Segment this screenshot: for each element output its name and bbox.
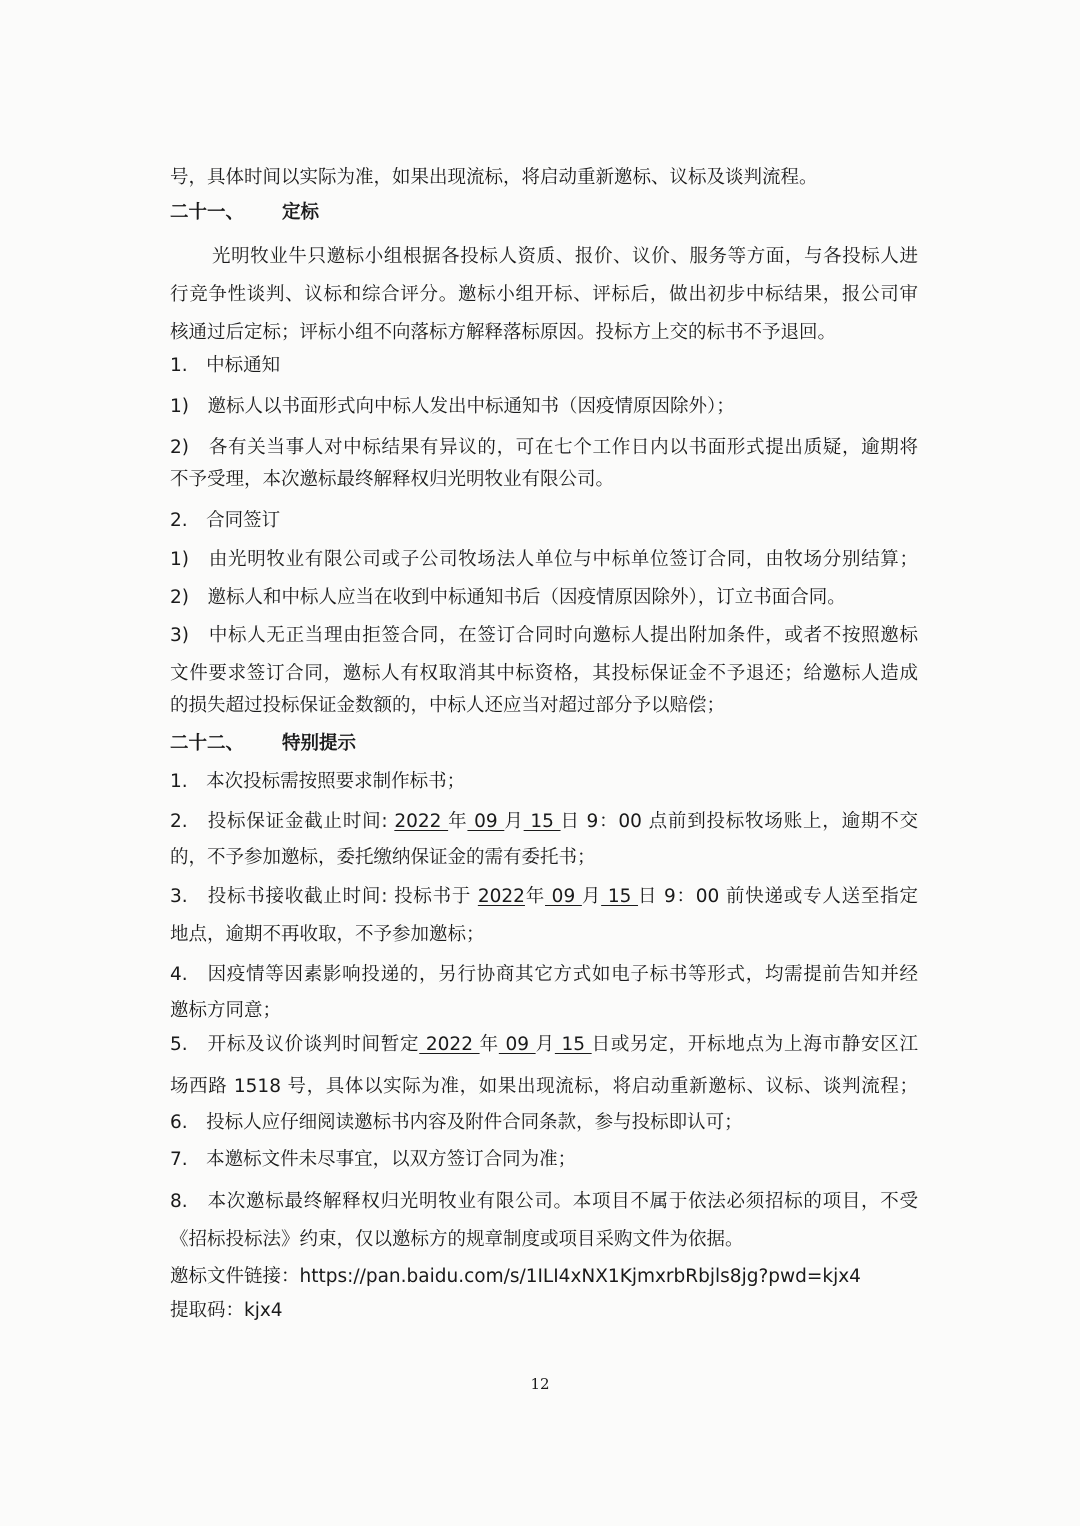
section-number: 二十二、 (170, 733, 245, 754)
subheading: 2. 合同签订 (170, 510, 281, 531)
deposit-deadline-line (170, 810, 918, 834)
section-number: 二十一、 (170, 202, 245, 223)
year: 2022 (477, 886, 525, 907)
text-line: 4. 因疫情等因素影响投递的，另行协商其它方式如电子标书等形式，均需提前告知并经 (170, 964, 918, 985)
day: 15 (601, 886, 639, 907)
month: 09 (467, 811, 505, 832)
text-line: 邀标方同意； (170, 1000, 282, 1021)
text-line: 3) 中标人无正当理由拒签合同，在签订合同时向邀标人提出附加条件，或者不按照邀标 (170, 625, 918, 646)
month: 09 (498, 1034, 536, 1055)
text-line: 地点，逾期不再收取，不予参加邀标； (170, 924, 485, 945)
text-line: 1) 邀标人以书面形式向中标人发出中标通知书（因疫情原因除外）； (170, 396, 735, 417)
text: 日 9：00 前快递或专人送至指定 (638, 886, 918, 907)
text-line: 2) 各有关当事人对中标结果有异议的，可在七个工作日内以书面形式提出质疑，逾期将 (170, 437, 918, 458)
text-line: 的，不予参加邀标，委托缴纳保证金的需有委托书； (170, 847, 596, 868)
submission-deadline-line (170, 885, 918, 909)
year: 2022 (419, 1034, 480, 1055)
section-heading-21 (170, 201, 918, 225)
text-line: 1. 本次投标需按照要求制作标书； (170, 771, 466, 792)
text: 日 9：00 点前到投标牧场账上，逾期不交 (560, 811, 918, 832)
text: 日或另定，开标地点为上海市静安区江 (591, 1034, 918, 1055)
day: 15 (554, 1034, 592, 1055)
text-line: 2) 邀标人和中标人应当在收到中标通知书后（因疫情原因除外），订立书面合同。 (170, 587, 846, 608)
text-line: 核通过后定标；评标小组不向落标方解释落标原因。投标方上交的标书不予退回。 (170, 322, 837, 343)
text: 年 (524, 886, 546, 907)
extraction-code: 提取码：kjx4 (170, 1300, 283, 1321)
section-title: 特别提示 (282, 733, 357, 754)
text-line: 不予受理，本次邀标最终解释权归光明牧业有限公司。 (170, 469, 615, 490)
day: 15 (523, 811, 561, 832)
section-heading-22 (170, 732, 918, 756)
subheading: 1. 中标通知 (170, 355, 281, 376)
text: 月 (535, 1034, 555, 1055)
text-line: 1) 由光明牧业有限公司或子公司牧场法人单位与中标单位签订合同，由牧场分别结算； (170, 549, 918, 570)
page-number: 12 (530, 1375, 550, 1393)
text: 年 (448, 811, 468, 832)
text: 月 (581, 886, 602, 907)
text: 5. 开标及议价谈判时间暂定 (170, 1034, 420, 1055)
text-line: 的损失超过投标保证金数额的，中标人还应当对超过部分予以赔偿； (170, 695, 726, 716)
text-line: 8. 本次邀标最终解释权归光明牧业有限公司。本项目不属于依法必须招标的项目，不受 (170, 1191, 918, 1212)
text: 月 (504, 811, 524, 832)
text-line: 光明牧业牛只邀标小组根据各投标人资质、报价、议价、服务等方面，与各投标人进 (212, 246, 918, 267)
text-line: 《招标投标法》约束，仅以邀标方的规章制度或项目采购文件为依据。 (170, 1229, 744, 1250)
download-link[interactable]: https://pan.baidu.com/s/1ILI4xNX1KjmxrbRbjls8jg?pwd=kjx4 (299, 1266, 861, 1287)
download-link-line (170, 1265, 918, 1289)
text-line: 7. 本邀标文件未尽事宜，以双方签订合同为准； (170, 1149, 577, 1170)
text: 2. 投标保证金截止时间: (170, 811, 395, 832)
text-line: 场西路 1518 号，具体以实际为准，如果出现流标，将启动重新邀标、议标、谈判流程； (170, 1076, 918, 1097)
text-line: 文件要求签订合同，邀标人有权取消其中标资格，其投标保证金不予退还；给邀标人造成 (170, 663, 918, 684)
opening-time-line (170, 1033, 918, 1057)
text-line: 6. 投标人应仔细阅读邀标书内容及附件合同条款，参与投标即认可； (170, 1112, 743, 1133)
text-line: 号，具体时间以实际为准，如果出现流标，将启动重新邀标、议标及谈判流程。 (170, 167, 818, 188)
month: 09 (545, 886, 582, 907)
section-title: 定标 (282, 202, 320, 223)
text-line: 行竞争性谈判、议标和综合评分。邀标小组开标、评标后，做出初步中标结果，报公司审 (170, 284, 918, 305)
year: 2022 (394, 811, 449, 832)
link-label: 邀标文件链接： (170, 1266, 300, 1287)
text: 年 (479, 1034, 499, 1055)
text: 3. 投标书接收截止时间: 投标书于 (170, 886, 478, 907)
